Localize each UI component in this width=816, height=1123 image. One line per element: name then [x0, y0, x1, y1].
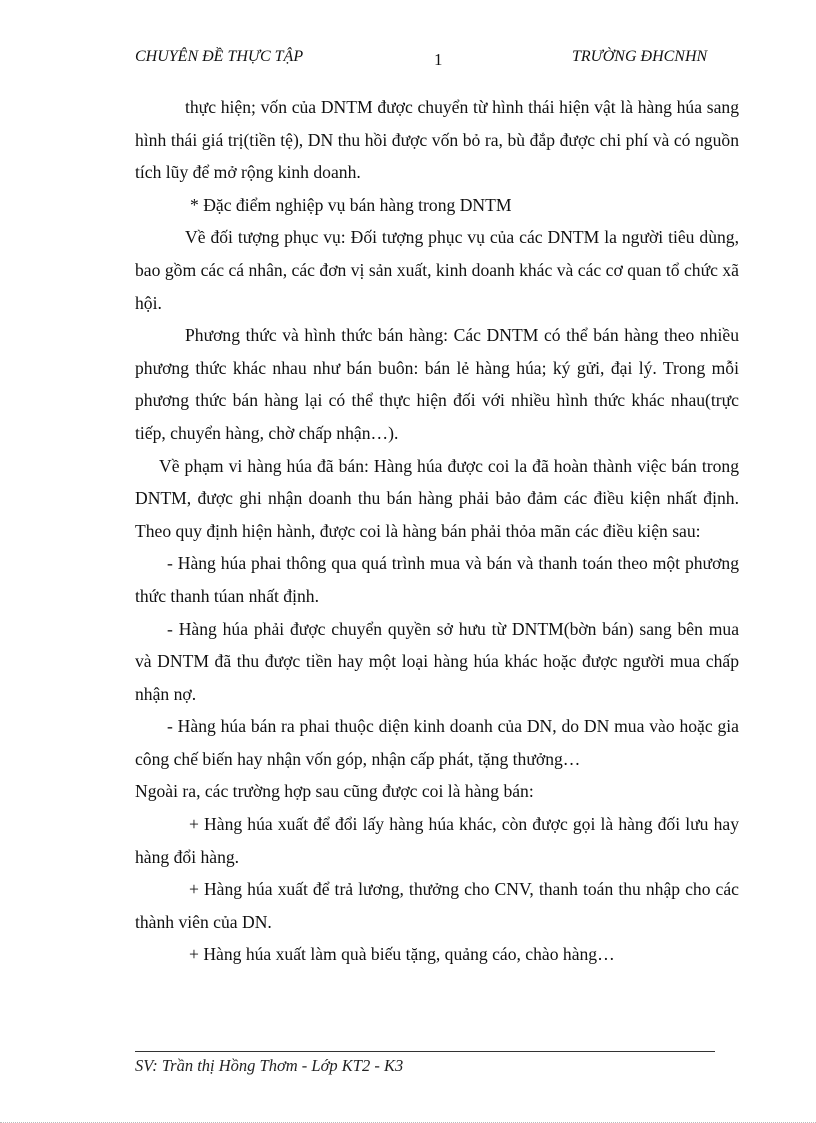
- footer-divider: [135, 1051, 715, 1052]
- header-school: TRƯỜNG ĐHCNHN: [572, 48, 708, 65]
- paragraph: Ngoài ra, các trường hợp sau cũng được coi là hàng bán:: [135, 781, 534, 802]
- paragraph: Về đối tượng phục vụ: Đối tượng phục vụ của các DNTM la người tiêu dùng, bao gồm các cá nhân, các đơn vị sản xuất, kinh doanh khác và các cơ quan tổ chức xã hội.: [135, 227, 739, 313]
- list-item: + Hàng húa xuất để đổi lấy hàng húa khác, còn được gọi là hàng đối lưu hay hàng đổi hàng.: [135, 814, 739, 867]
- list-item: - Hàng húa phải được chuyển quyền sở hưu từ DNTM(bờn bán) sang bên mua và DNTM đã thu được tiền hay một loại hàng húa khác hoặc được người mua chấp nhận nợ.: [135, 618, 739, 704]
- paragraph: Về phạm vi hàng húa đã bán: Hàng húa được coi la đã hoàn thành việc bán trong DNTM, được ghi nhận doanh thu bán hàng phải bảo đảm các điều kiện nhất định. Theo quy định hiện hành, được coi là hàng bán phải thỏa mãn các điều kiện sau:: [135, 455, 739, 541]
- paragraph: Phương thức và hình thức bán hàng: Các DNTM có thể bán hàng theo nhiều phương thức khác nhau như bán buôn: bán lẻ hàng húa; ký gửi, đại lý. Trong mỗi phương thức bán hàng lại có thể thực hiện đối với nhiều hình thức khác nhau(trực tiếp, chuyển hàng, chờ chấp nhận…).: [135, 325, 739, 443]
- list-item: - Hàng húa bán ra phai thuộc diện kinh doanh của DN, do DN mua vào hoặc gia công chế biến hay nhận vốn góp, nhận cấp phát, tặng thưởng…: [135, 716, 739, 769]
- paragraph: thực hiện; vốn của DNTM được chuyển từ hình thái hiện vật là hàng húa sang hình thái giá trị(tiền tệ), DN thu hồi được vốn bỏ ra, bù đắp được chi phí và có nguồn tích lũy để mở rộng kinh doanh.: [135, 97, 739, 183]
- document-body: [135, 91, 739, 971]
- section-heading: * Đặc điểm nghiệp vụ bán hàng trong DNTM: [190, 194, 512, 215]
- header-title: CHUYÊN ĐỀ THỰC TẬP: [135, 48, 304, 65]
- list-item: - Hàng húa phai thông qua quá trình mua và bán và thanh toán theo một phương thức thanh túan nhất định.: [135, 553, 739, 606]
- list-item: + Hàng húa xuất làm quà biếu tặng, quảng cáo, chào hàng…: [189, 944, 615, 965]
- page-number: 1: [434, 50, 443, 69]
- list-item: + Hàng húa xuất để trả lương, thưởng cho CNV, thanh toán thu nhập cho các thành viên của DN.: [135, 879, 739, 932]
- footer-author: SV: Trần thị Hồng Thơm - Lớp KT2 - K3: [135, 1056, 404, 1075]
